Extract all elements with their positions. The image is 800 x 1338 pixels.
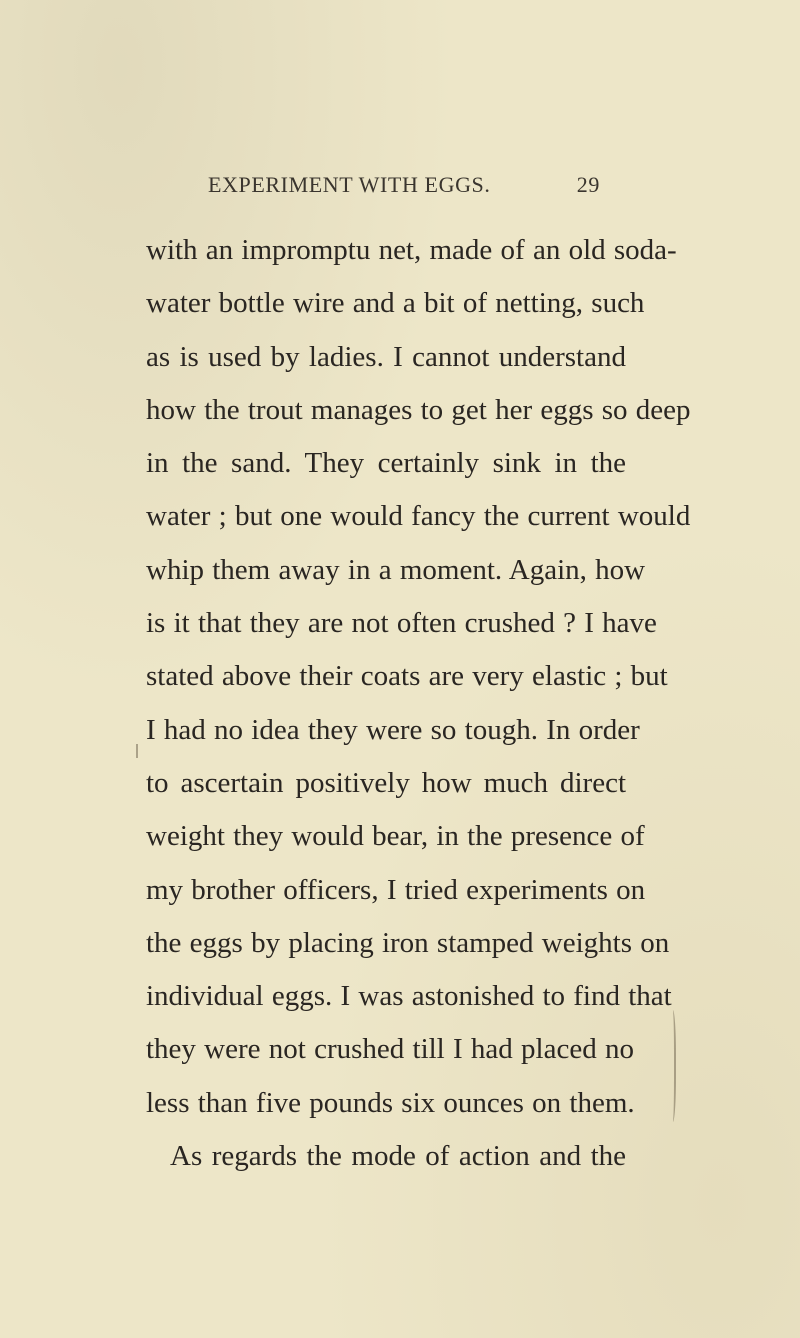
- text-line: with an impromptu net, made of an old soda-: [146, 234, 677, 266]
- text-line: water bottle wire and a bit of netting, such: [146, 287, 645, 320]
- text-line: in the sand. They certainly sink in the: [146, 447, 626, 480]
- text-line: they were not crushed till I had placed no: [146, 1033, 634, 1066]
- page-header: [208, 164, 600, 204]
- text-line: how the trout manages to get her eggs so deep: [146, 393, 691, 426]
- text-line: stated above their coats are very elastic ; but: [146, 660, 668, 693]
- running-head: EXPERIMENT WITH EGGS.: [208, 172, 491, 197]
- text-line: the eggs by placing iron stamped weights on: [146, 926, 670, 959]
- text-line: I had no idea they were so tough. In order: [146, 713, 640, 746]
- text-line: is it that they are not often crushed ? I have: [146, 607, 657, 640]
- text-line: to ascertain positively how much direct: [146, 766, 626, 799]
- text-line: weight they would bear, in the presence of: [146, 820, 645, 853]
- body-text: [146, 224, 691, 1183]
- text-line: water ; but one would fancy the current would: [146, 500, 691, 533]
- page-number: 29: [576, 172, 600, 197]
- margin-pencil-mark: [668, 1010, 676, 1122]
- text-line: as is used by ladies. I cannot understand: [146, 340, 626, 373]
- text-line: my brother officers, I tried experiments on: [146, 873, 646, 906]
- text-line: individual eggs. I was astonished to find that: [146, 980, 672, 1013]
- text-line: whip them away in a moment. Again, how: [146, 553, 646, 586]
- margin-tick-mark: [136, 744, 138, 758]
- text-line: As regards the mode of action and the: [170, 1140, 626, 1173]
- text-line: less than five pounds six ounces on them.: [146, 1086, 635, 1119]
